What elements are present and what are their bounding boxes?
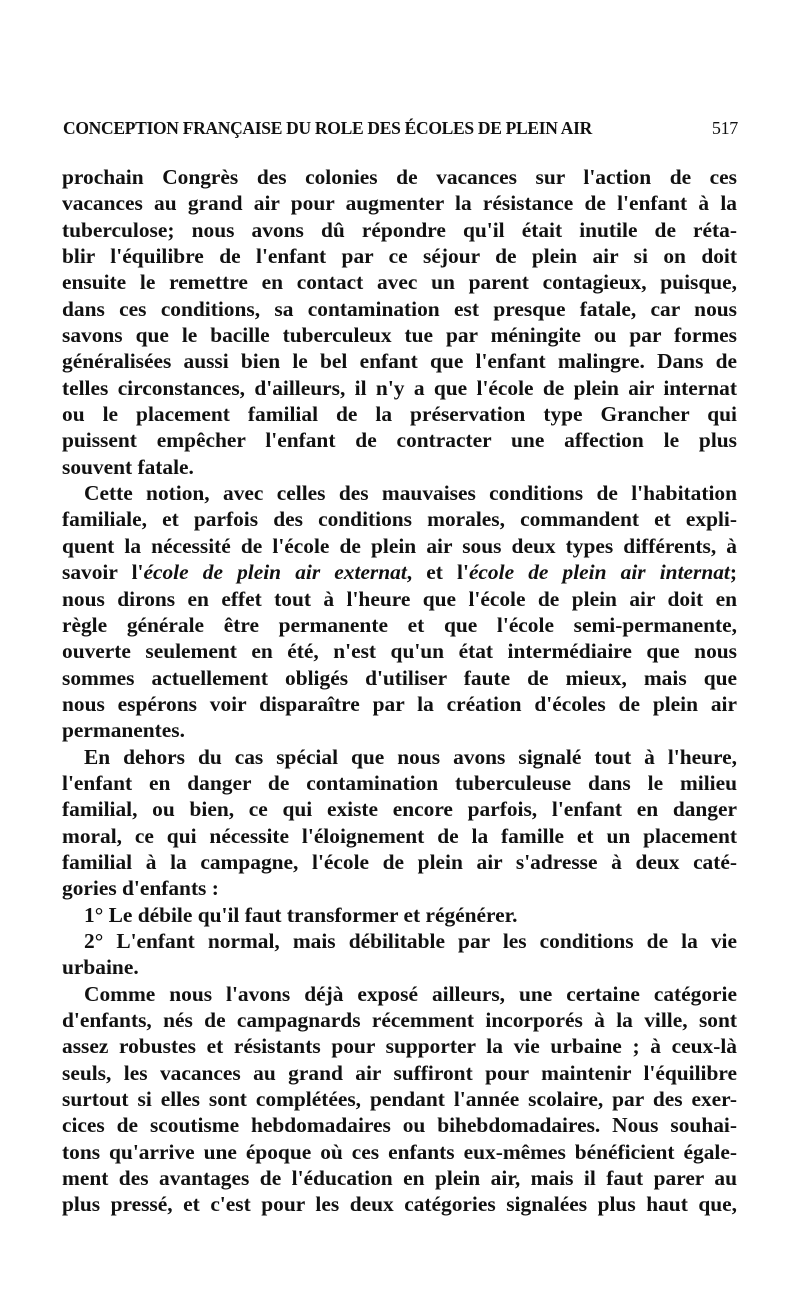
text-line: ouverte seulement en été, n'est qu'un état intermédiaire que nous: [62, 639, 737, 664]
text-line: ment des avantages de l'éducation en plein air, mais il faut parer au: [62, 1166, 737, 1191]
paragraph-5: [62, 928, 737, 981]
text-line: [62, 559, 737, 585]
text-line: puissent empêcher l'enfant de contracter une affection le plus: [62, 428, 737, 453]
text-fragment: , et l': [406, 560, 469, 585]
text-line: dans ces conditions, sa contamination est presque fatale, car nous: [62, 296, 737, 321]
text-line: moral, ce qui nécessite l'éloignement de la famille et un placement: [62, 823, 737, 848]
running-header: [63, 118, 738, 139]
paragraph-3: [62, 744, 737, 902]
text-line: assez robustes et résistants pour supporter la vie urbaine ; à ceux-là: [62, 1034, 737, 1059]
text-line: nous dirons en effet tout à l'heure que l'école de plein air doit en: [62, 586, 737, 611]
text-line: urbaine.: [62, 955, 139, 980]
text-line: telles circonstances, d'ailleurs, il n'y a que l'école de plein air internat: [62, 375, 737, 400]
text-line: vacances au grand air pour augmenter la résistance de l'enfant à la: [62, 191, 737, 216]
text-fragment: savoir l': [62, 560, 144, 585]
text-line: En dehors du cas spécial que nous avons signalé tout à l'heure,: [84, 744, 737, 769]
text-line: ou le placement familial de la préservation type Grancher qui: [62, 402, 737, 427]
text-line: quent la nécessité de l'école de plein air sous deux types différents, à: [62, 533, 737, 558]
text-line: prochain Congrès des colonies de vacances sur l'action de ces: [62, 165, 737, 189]
text-line: tuberculose; nous avons dû répondre qu'il était inutile de réta-: [62, 217, 737, 242]
text-line: savons que le bacille tuberculeux tue par méningite ou par formes: [62, 323, 737, 348]
text-line: cices de scoutisme hebdomadaires ou bihebdomadaires. Nous souhai-: [62, 1113, 737, 1138]
text-line: sommes actuellement obligés d'utiliser faute de mieux, mais que: [62, 665, 737, 690]
text-line: Comme nous l'avons déjà exposé ailleurs, une certaine catégorie: [84, 981, 737, 1006]
paragraph-1: [62, 164, 737, 480]
page-body: [62, 164, 737, 1218]
text-line: 1° Le débile qu'il faut transformer et régénérer.: [84, 902, 518, 927]
text-line: Cette notion, avec celles des mauvaises conditions de l'habitation: [84, 481, 737, 506]
text-line: gories d'enfants :: [62, 876, 219, 901]
text-line: règle générale être permanente et que l'école semi-permanente,: [62, 612, 737, 637]
text-line: nous espérons voir disparaître par la création d'écoles de plein air: [62, 691, 737, 716]
text-line: plus pressé, et c'est pour les deux catégories signalées plus haut que,: [62, 1192, 737, 1217]
text-line: familiale, et parfois des conditions morales, commandent et expli-: [62, 507, 737, 532]
text-line: tons qu'arrive une époque où ces enfants eux-mêmes bénéficient égale-: [62, 1139, 737, 1164]
text-line: surtout si elles sont complétées, pendant l'année scolaire, par des exer-: [62, 1087, 737, 1112]
text-line: familial à la campagne, l'école de plein air s'adresse à deux caté-: [62, 849, 737, 874]
text-line: familial, ou bien, ce qui existe encore parfois, l'enfant en danger: [62, 797, 737, 822]
text-line: permanentes.: [62, 718, 185, 743]
text-line: ensuite le remettre en contact avec un parent contagieux, puisque,: [62, 270, 737, 295]
text-line: l'enfant en danger de contamination tuberculeuse dans le milieu: [62, 770, 737, 795]
paragraph-2: [62, 480, 737, 743]
paragraph-6: [62, 981, 737, 1218]
text-line: 2° L'enfant normal, mais débilitable par les conditions de la vie: [84, 928, 737, 953]
running-title: CONCEPTION FRANÇAISE DU ROLE DES ÉCOLES DE PLEIN AIR: [63, 118, 592, 138]
italic-term-externat: école de plein air externat: [143, 560, 407, 585]
text-fragment: ;: [729, 560, 738, 585]
italic-term-internat: école de plein air internat: [468, 560, 730, 585]
text-line: seuls, les vacances au grand air suffiront pour maintenir l'équilibre: [62, 1060, 737, 1085]
text-line: blir l'équilibre de l'enfant par ce séjour de plein air si on doit: [62, 244, 737, 269]
paragraph-4: [62, 902, 737, 928]
text-line: d'enfants, nés de campagnards récemment incorporés à la ville, sont: [62, 1008, 737, 1032]
page-number: 517: [711, 118, 738, 138]
text-line: généralisées aussi bien le bel enfant que l'enfant malingre. Dans de: [62, 349, 737, 374]
text-line: souvent fatale.: [62, 454, 194, 479]
